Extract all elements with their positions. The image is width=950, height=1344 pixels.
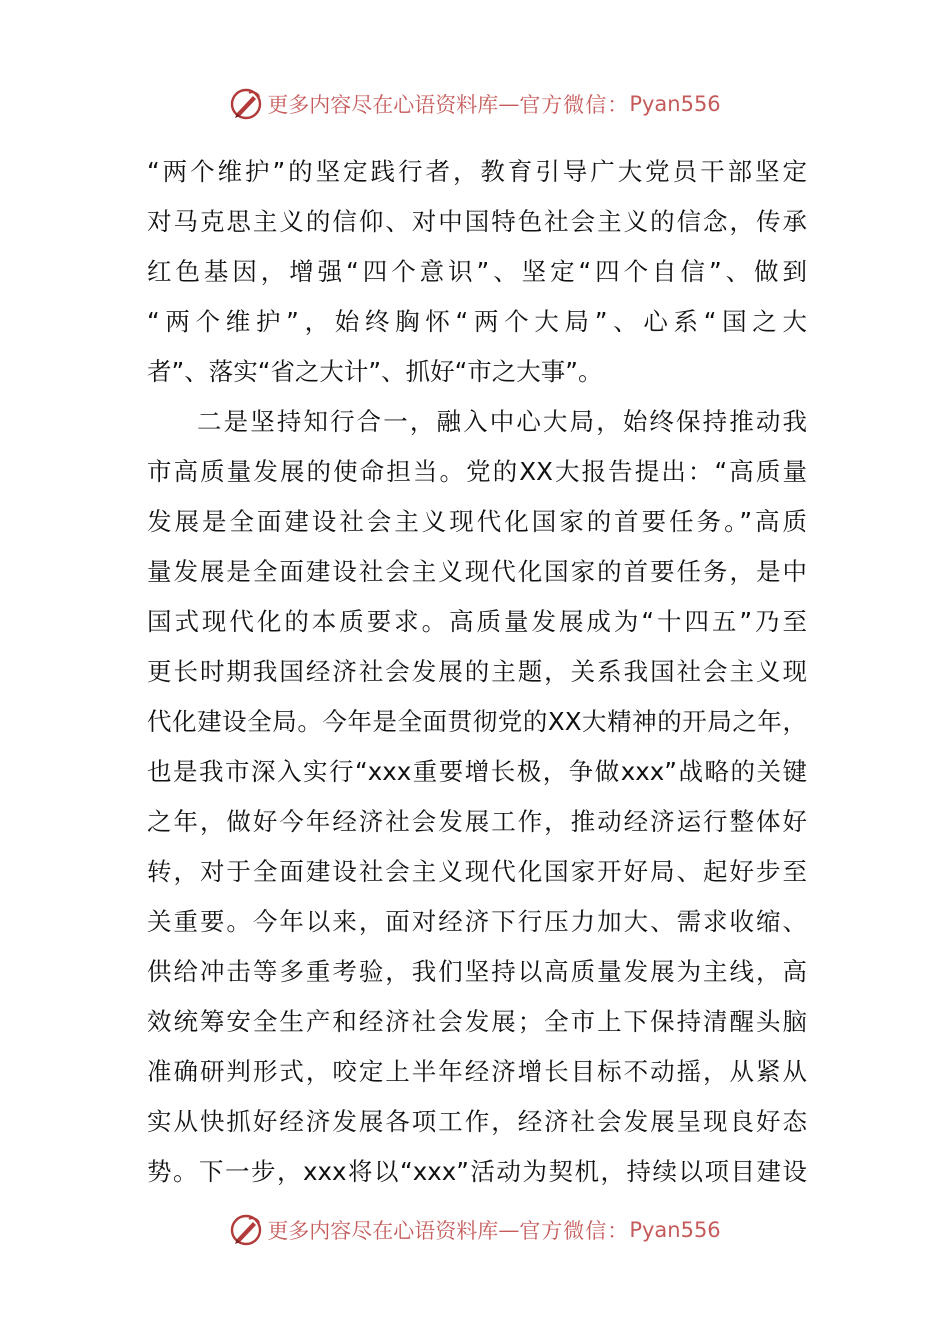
header-watermark-banner [0, 84, 950, 124]
paragraph2-line: 效统筹安全生产和经济社会发展；全市上下保持清醒头脑 [147, 1007, 807, 1036]
paragraph1-line: “两个维护”，始终胸怀“两个大局”、心系“国之大 [147, 307, 807, 336]
paragraph1-line: 者”、落实“省之大计”、抓好“市之大事”。 [147, 357, 603, 386]
header-site-name: 更多内容尽在心语资料库 [267, 93, 499, 117]
paragraph1-line: 对马克思主义的信仰、对中国特色社会主义的信念，传承 [147, 207, 807, 236]
paragraph2-line: 之年，做好今年经济社会发展工作，推动经济运行整体好 [147, 807, 807, 836]
paragraph2-line: 关重要。今年以来，面对经济下行压力加大、需求收缩、 [147, 907, 807, 936]
paragraph2-line: 供给冲击等多重考验，我们坚持以高质量发展为主线，高 [147, 957, 807, 986]
paragraph2-line: 二是坚持知行合一，融入中心大局，始终保持推动我 [197, 407, 807, 436]
paragraph2-line: 量发展是全面建设社会主义现代化国家的首要任务，是中 [147, 557, 807, 586]
paragraph1-line: 红色基因，增强“四个意识”、坚定“四个自信”、做到 [147, 257, 807, 286]
document-body [147, 147, 807, 1197]
paragraph2-line: 更长时期我国经济社会发展的主题，关系我国社会主义现 [147, 657, 807, 686]
header-dash: — [498, 92, 520, 116]
pen-logo-icon [229, 87, 263, 121]
footer-site-name: 更多内容尽在心语资料库 [267, 1219, 499, 1243]
header-wechat-label: 官方微信： [519, 93, 630, 117]
paragraph2-line: 市高质量发展的使命担当。党的XX大报告提出：“高质量 [147, 457, 807, 486]
paragraph2-line: 转，对于全面建设社会主义现代化国家开好局、起好步至 [147, 857, 807, 886]
paragraph1-line: “两个维护”的坚定践行者，教育引导广大党员干部坚定 [147, 157, 807, 186]
paragraph2-line: 发展是全面建设社会主义现代化国家的首要任务。”高质 [147, 507, 807, 536]
paragraph2-line: 国式现代化的本质要求。高质量发展成为“十四五”乃至 [147, 607, 807, 636]
pen-logo-icon [229, 1213, 263, 1247]
paragraph2-line: 准确研判形式，咬定上半年经济增长目标不动摇，从紧从 [147, 1057, 807, 1086]
footer-wechat-label: 官方微信： [519, 1219, 630, 1243]
footer-wechat-id: Pyan556 [629, 1218, 721, 1242]
paragraph2-line: 势。下一步，xxx将以“xxx”活动为契机，持续以项目建设 [147, 1157, 807, 1186]
footer-watermark-banner [0, 1210, 950, 1250]
paragraph2-line: 也是我市深入实行“xxx重要增长极，争做xxx”战略的关键 [147, 757, 807, 786]
footer-dash: — [498, 1218, 520, 1242]
paragraph2-line: 实从快抓好经济发展各项工作，经济社会发展呈现良好态 [147, 1107, 807, 1136]
paragraph2-line: 代化建设全局。今年是全面贯彻党的XX大精神的开局之年， [147, 707, 807, 736]
header-wechat-id: Pyan556 [629, 92, 721, 116]
